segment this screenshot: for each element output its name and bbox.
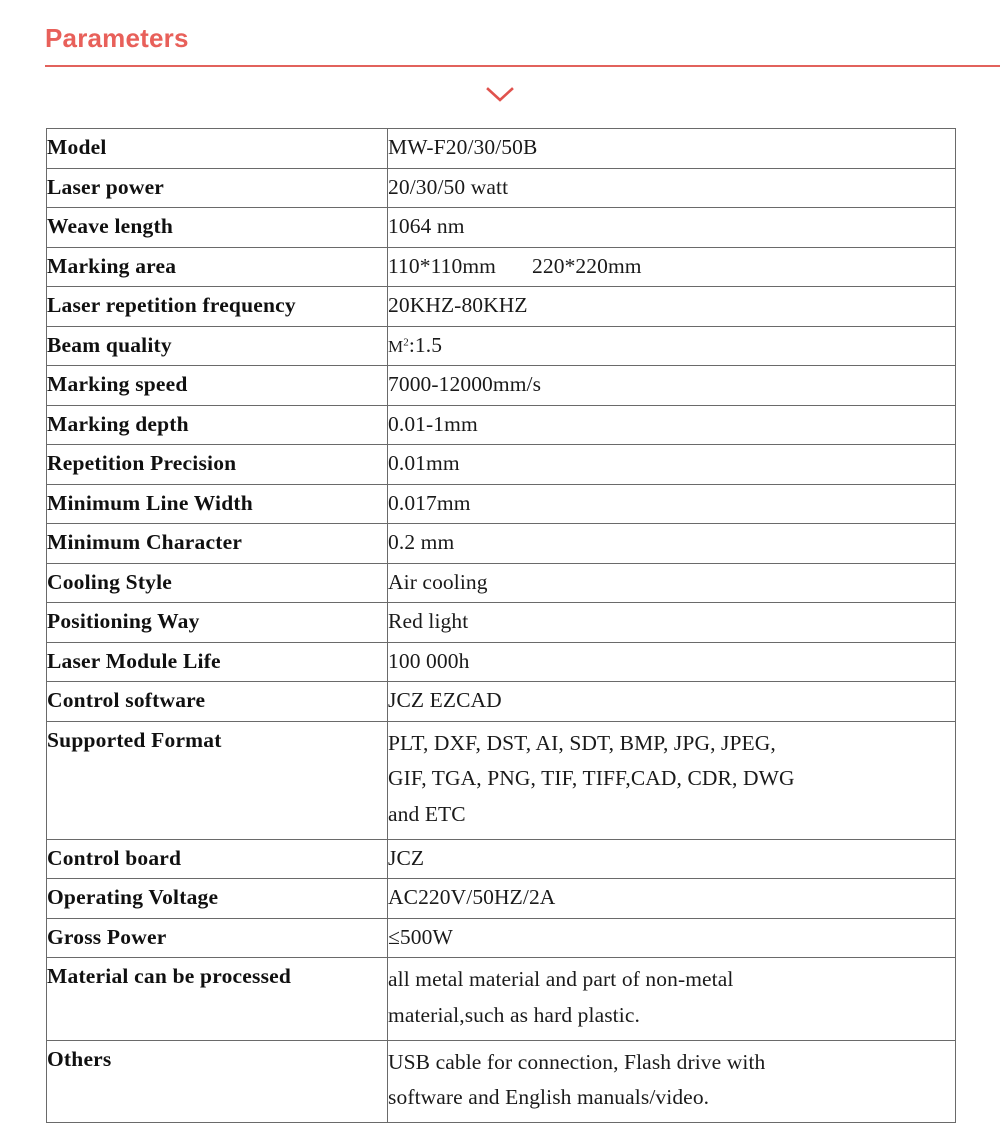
- spec-value-line: GIF, TGA, PNG, TIF, TIFF,CAD, CDR, DWG: [388, 766, 795, 791]
- spec-value-cell: [388, 682, 956, 722]
- spec-value-cell: [388, 208, 956, 248]
- table-row: [47, 405, 956, 445]
- spec-value-line: Air cooling: [388, 569, 488, 594]
- spec-value-line: JCZ: [388, 845, 425, 870]
- spec-label-cell: Laser power: [47, 168, 388, 208]
- table-row: [47, 958, 956, 1040]
- table-row: [47, 247, 956, 287]
- spec-value-cell: [388, 524, 956, 564]
- table-row: [47, 484, 956, 524]
- spec-label-cell: Operating Voltage: [47, 879, 388, 919]
- spec-label-cell: Others: [47, 1040, 388, 1122]
- spec-value-line: PLT, DXF, DST, AI, SDT, BMP, JPG, JPEG,: [388, 730, 776, 755]
- spec-value-cell: [388, 958, 956, 1040]
- spec-label-cell: Repetition Precision: [47, 445, 388, 485]
- spec-value-cell: [388, 366, 956, 406]
- spec-value-cell: [388, 326, 956, 366]
- table-row: [47, 1040, 956, 1122]
- spec-value-line: 0.017mm: [388, 490, 471, 515]
- spec-label-cell: Beam quality: [47, 326, 388, 366]
- spec-value-cell: [388, 563, 956, 603]
- spec-value-line: 0.01mm: [388, 451, 460, 476]
- spec-label-cell: Model: [47, 129, 388, 169]
- table-row: [47, 603, 956, 643]
- spec-value-line: 7000-12000mm/s: [388, 372, 542, 397]
- spec-value-cell: [388, 879, 956, 919]
- spec-value-cell: [388, 642, 956, 682]
- spec-value-line: 100 000h: [388, 648, 470, 673]
- page-title: Parameters: [45, 23, 189, 53]
- chevron-down-button[interactable]: [0, 86, 1000, 104]
- spec-value-line: JCZ EZCAD: [388, 688, 502, 713]
- spec-label-cell: Weave length: [47, 208, 388, 248]
- spec-value-line: 20KHZ-80KHZ: [388, 293, 528, 318]
- spec-label-cell: Laser Module Life: [47, 642, 388, 682]
- table-row: [47, 287, 956, 327]
- specifications-table-body: [47, 129, 956, 1123]
- spec-label-cell: Control software: [47, 682, 388, 722]
- spec-label-cell: Marking speed: [47, 366, 388, 406]
- spec-value-cell: [388, 129, 956, 169]
- spec-label-cell: Supported Format: [47, 721, 388, 839]
- spec-value-cell: [388, 839, 956, 879]
- spec-value-line: USB cable for connection, Flash drive with: [388, 1049, 766, 1074]
- spec-label-cell: Marking depth: [47, 405, 388, 445]
- chevron-down-icon: [485, 86, 515, 104]
- spec-value-line: software and English manuals/video.: [388, 1085, 710, 1110]
- table-row: [47, 366, 956, 406]
- spec-label-cell: Laser repetition frequency: [47, 287, 388, 327]
- spec-label-cell: Gross Power: [47, 918, 388, 958]
- table-row: [47, 326, 956, 366]
- spec-value-line: Red light: [388, 609, 469, 634]
- spec-label-cell: Material can be processed: [47, 958, 388, 1040]
- spec-value-cell: [388, 1040, 956, 1122]
- table-row: [47, 129, 956, 169]
- spec-label-cell: Cooling Style: [47, 563, 388, 603]
- table-row: [47, 839, 956, 879]
- spec-value-cell: [388, 247, 956, 287]
- spec-value-line: all metal material and part of non-metal: [388, 967, 734, 992]
- spec-value-cell: [388, 603, 956, 643]
- table-row: [47, 918, 956, 958]
- spec-value-line: 110*110mm 220*220mm: [388, 253, 642, 278]
- spec-value-cell: [388, 168, 956, 208]
- spec-label-cell: Marking area: [47, 247, 388, 287]
- title-divider: [45, 65, 1000, 67]
- specifications-table: [46, 128, 956, 1123]
- table-row: [47, 208, 956, 248]
- spec-value-line: 0.01-1mm: [388, 411, 478, 436]
- spec-value-line: 20/30/50 watt: [388, 174, 509, 199]
- table-row: [47, 168, 956, 208]
- table-row: [47, 879, 956, 919]
- table-row: [47, 445, 956, 485]
- spec-value-cell: [388, 918, 956, 958]
- spec-value-line: ≤500W: [388, 924, 453, 949]
- spec-value-cell: [388, 445, 956, 485]
- spec-value-cell: [388, 484, 956, 524]
- table-row: [47, 682, 956, 722]
- spec-label-cell: Control board: [47, 839, 388, 879]
- spec-value-line: 0.2 mm: [388, 530, 455, 555]
- table-row: [47, 721, 956, 839]
- spec-label-cell: Minimum Character: [47, 524, 388, 564]
- spec-value-cell: [388, 405, 956, 445]
- spec-value-line: 1064 nm: [388, 214, 465, 239]
- specifications-table-container: [46, 128, 955, 1123]
- table-row: [47, 642, 956, 682]
- table-row: [47, 524, 956, 564]
- section-header: [45, 24, 1000, 67]
- spec-value-line: AC220V/50HZ/2A: [388, 885, 556, 910]
- spec-value-line: $M^2:1.5$: [388, 332, 443, 357]
- spec-value-line: material,such as hard plastic.: [388, 1003, 640, 1028]
- spec-label-cell: Minimum Line Width: [47, 484, 388, 524]
- spec-value-cell: [388, 721, 956, 839]
- spec-label-cell: Positioning Way: [47, 603, 388, 643]
- table-row: [47, 563, 956, 603]
- spec-value-line: MW-F20/30/50B: [388, 135, 538, 159]
- spec-value-line: and ETC: [388, 802, 466, 827]
- spec-value-cell: [388, 287, 956, 327]
